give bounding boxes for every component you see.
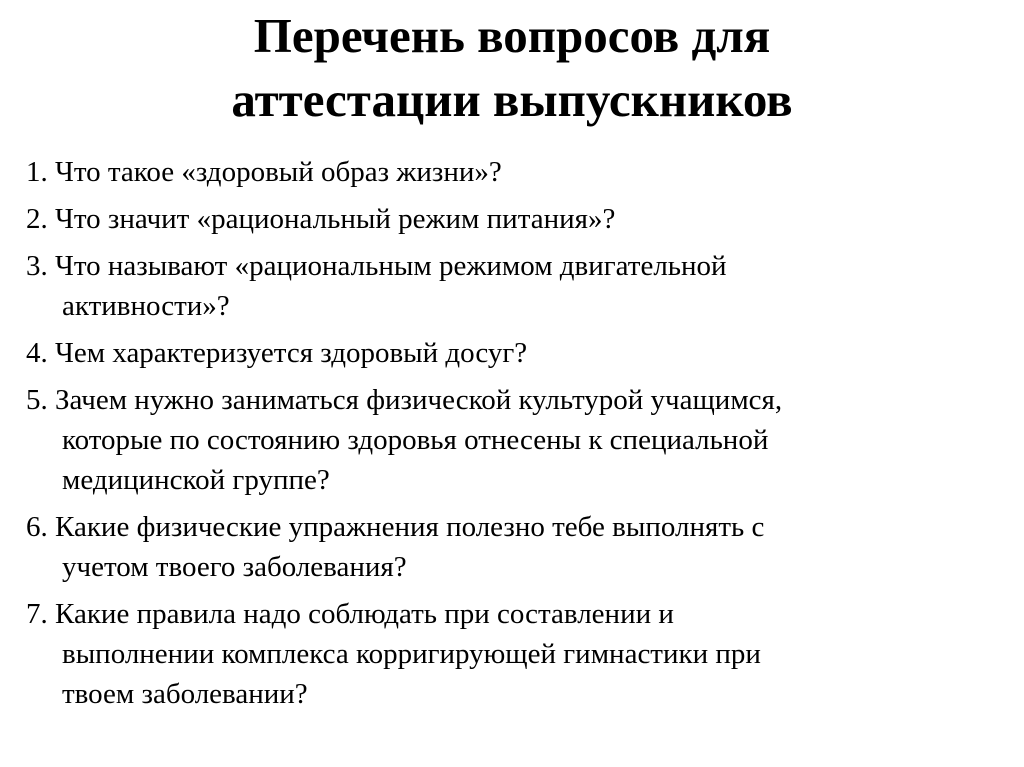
slide-title xyxy=(0,4,1024,132)
question-line: твоем заболевании? xyxy=(62,678,308,710)
question-item xyxy=(26,594,1006,714)
question-line: которые по состоянию здоровья отнесены к специальной xyxy=(62,424,769,456)
question-item xyxy=(26,380,1006,500)
question-line: 6. Какие физические упражнения полезно тебе выполнять с xyxy=(26,511,765,543)
question-list xyxy=(26,152,1006,721)
question-line: активности»? xyxy=(62,290,230,322)
question-item xyxy=(26,152,1006,192)
title-line: Перечень вопросов для xyxy=(253,8,771,63)
question-line: 5. Зачем нужно заниматься физической культурой учащимся, xyxy=(26,384,783,416)
question-item xyxy=(26,246,1006,326)
question-line: 1. Что такое «здоровый образ жизни»? xyxy=(26,156,502,188)
question-line: 7. Какие правила надо соблюдать при составлении и xyxy=(26,598,674,630)
question-item xyxy=(26,507,1006,587)
question-line: учетом твоего заболевания? xyxy=(62,551,407,583)
question-line: 4. Чем характеризуется здоровый досуг? xyxy=(26,337,528,369)
question-item xyxy=(26,199,1006,239)
question-line: медицинской группе? xyxy=(62,464,330,496)
question-line: 2. Что значит «рациональный режим питания»? xyxy=(26,203,616,235)
title-line: аттестации выпускников xyxy=(231,72,793,127)
question-line: выполнении комплекса корригирующей гимнастики при xyxy=(62,638,761,670)
question-line: 3. Что называют «рациональным режимом двигательной xyxy=(26,250,727,282)
question-item xyxy=(26,333,1006,373)
